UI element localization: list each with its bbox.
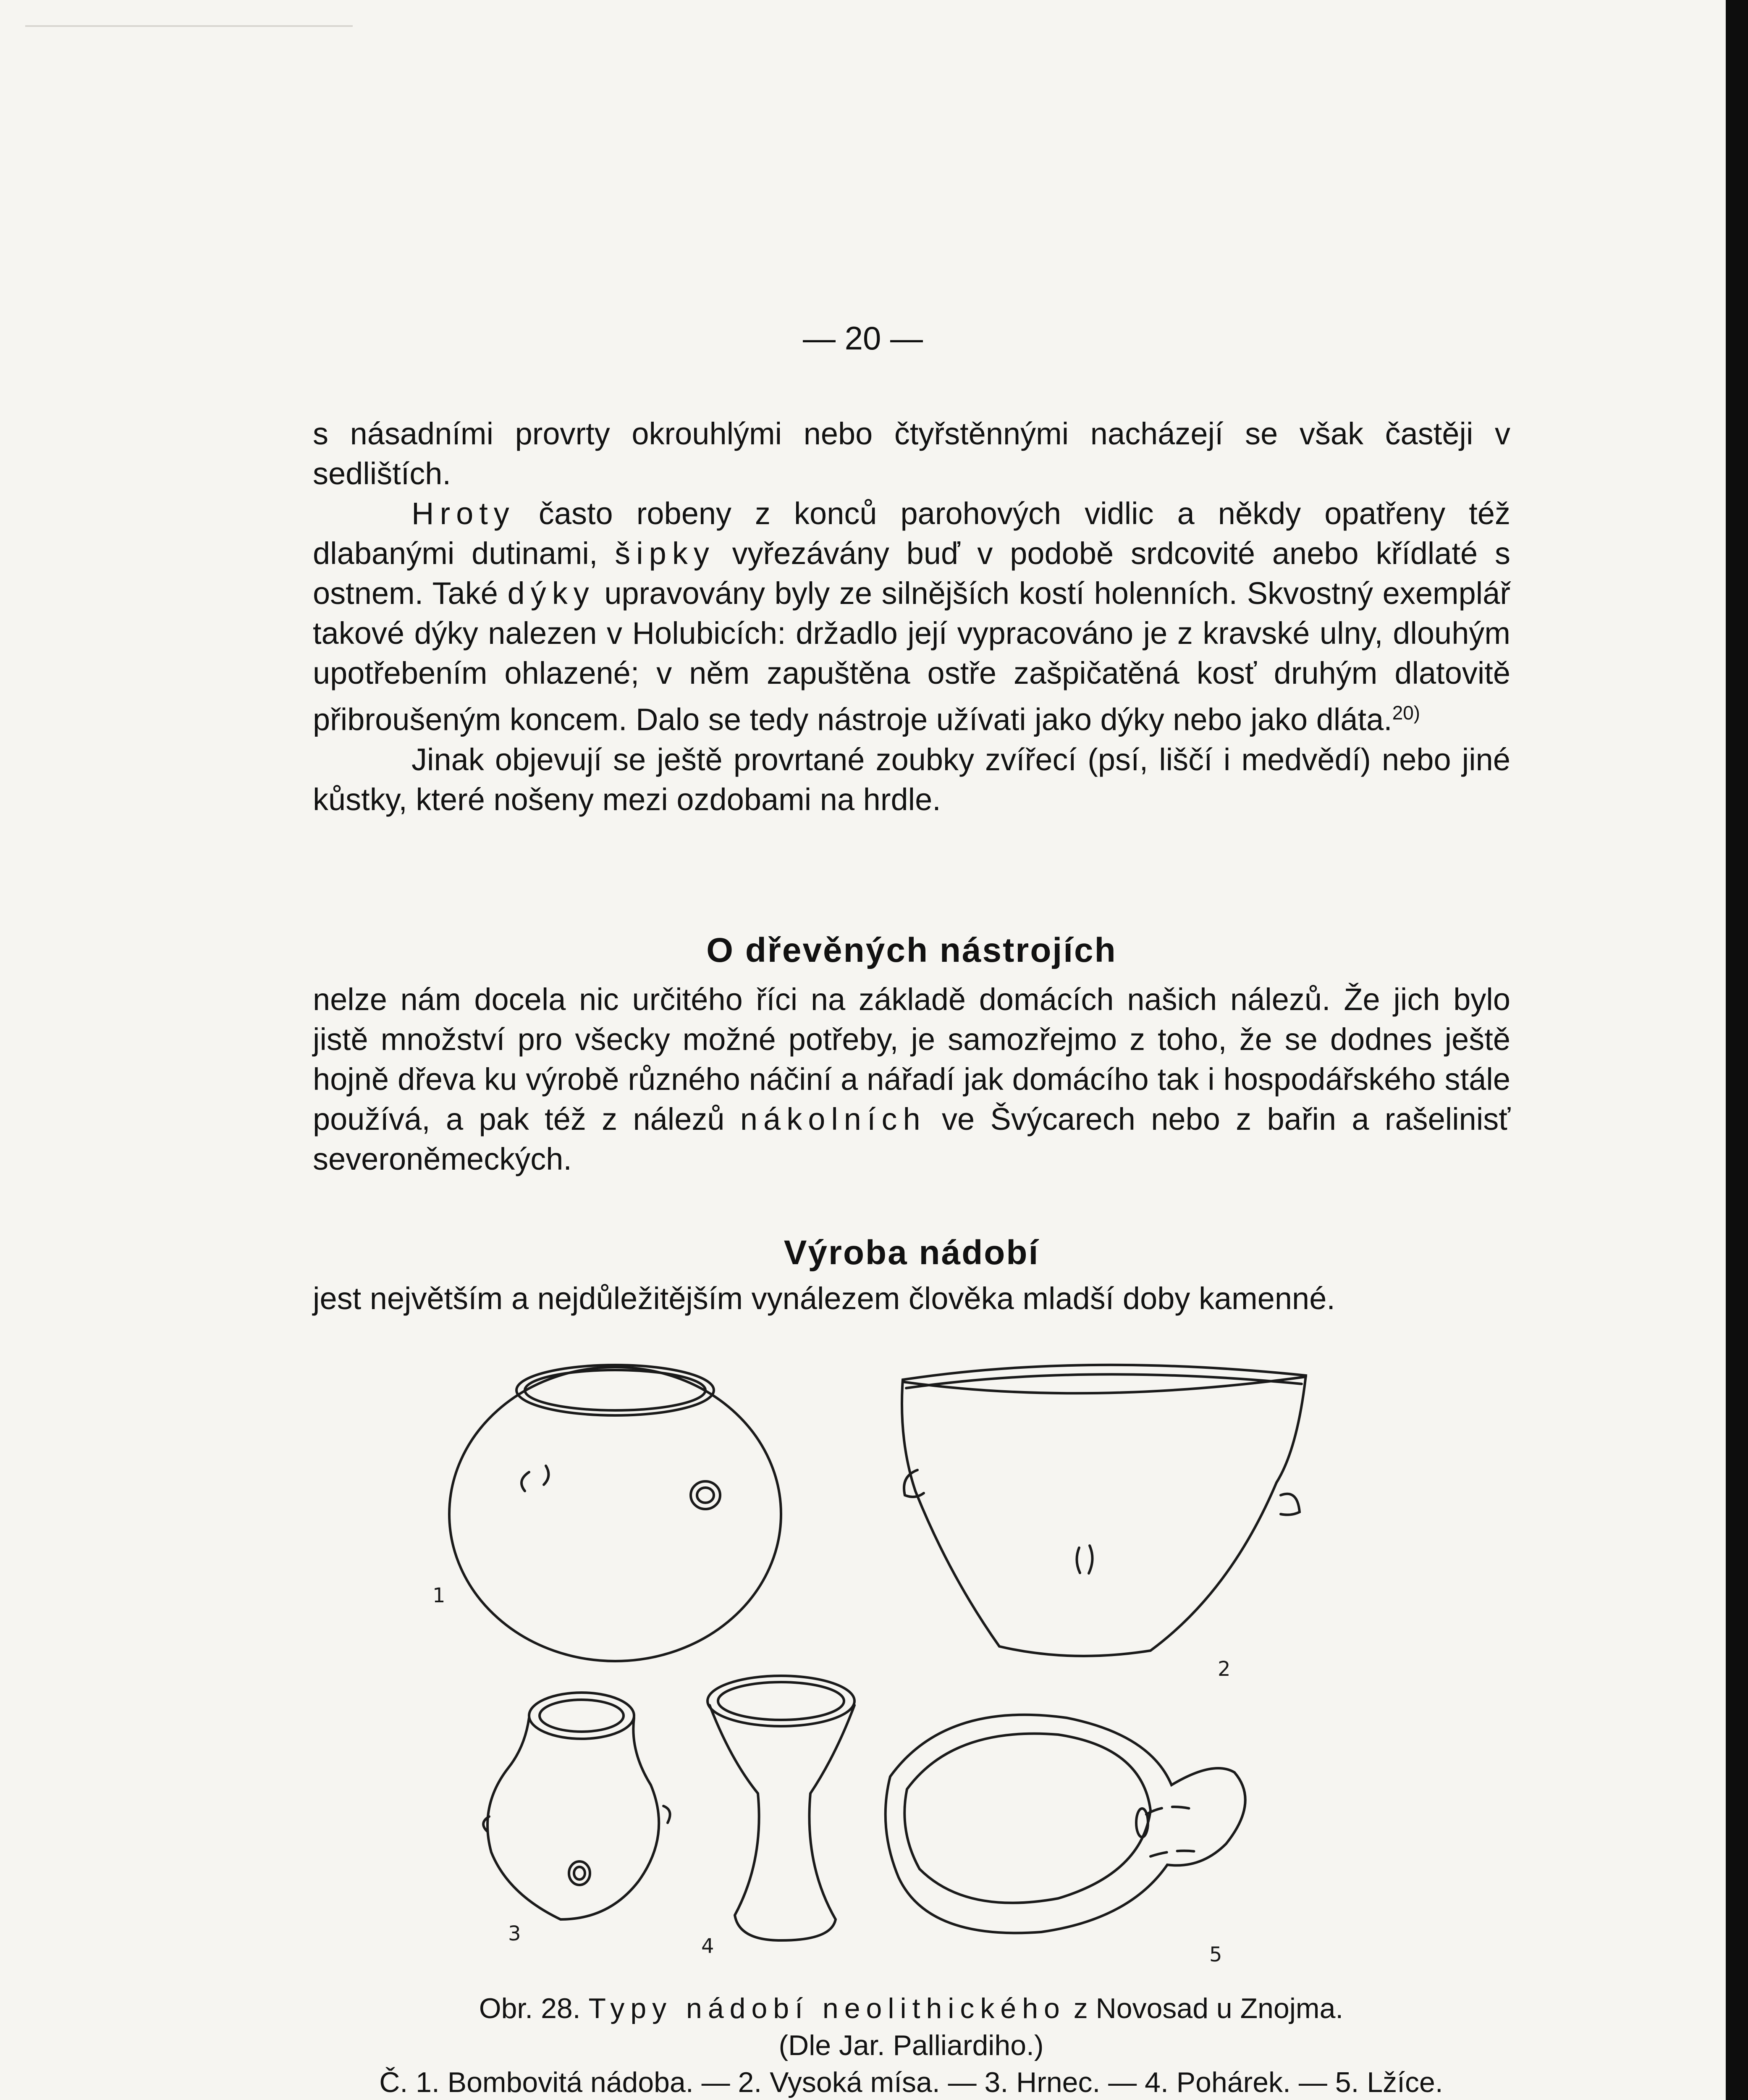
- spaced-word-sipky: šipky: [615, 536, 715, 571]
- vessel-5-lzice: [886, 1715, 1245, 1933]
- text-run: nelze nám docela nic určitého říci na základě domácích našich nálezů. Že jich bylo jistě množství pro všecky možné potřeby, je samozřejmo z toho, že se dodnes ještě hojně dřeva ku výrobě různého náčiní a nářadí jak domácího tak i hospodářského stále používá, a pak též z nálezů: [313, 982, 1510, 1137]
- text-run: Obr. 28.: [479, 1992, 581, 2024]
- section-heading-drevene: O dřevěných nástrojích: [706, 931, 1117, 969]
- vessel-1-bombovita: [449, 1365, 781, 1661]
- text-run: vyřezávány buď v podobě srdcovité anebo křídlaté s ostnem. Také: [313, 536, 1510, 611]
- pottery-illustration: [432, 1357, 1365, 1999]
- paragraph-vyroba: jest největším a nejdůležitějším vynálezem člověka mladší doby kamenné.: [313, 1281, 1335, 1316]
- caption-items: Č. 1. Bombovitá nádoba. — 2. Vysoká mísa. — 3. Hrnec. — 4. Pohárek. — 5. Lžíce.: [379, 2066, 1443, 2098]
- paragraph-zoubky: Jinak objevují se ještě provrtané zoubky zvířecí (psí, liščí i medvědí) nebo jiné kůstky, které nošeny mezi ozdobami na hrdle.: [313, 742, 1510, 817]
- caption-source: (Dle Jar. Palliardiho.): [778, 2029, 1044, 2061]
- section-vyroba-nadobi: [313, 1233, 1510, 1318]
- text-run: z Novosad u Znojma.: [1073, 1992, 1344, 2024]
- paragraph-drevene: [313, 979, 1510, 1179]
- footnote-ref: 20): [1392, 702, 1420, 724]
- spaced-word-hroty: Hroty: [411, 496, 515, 531]
- text-run: upravovány byly ze silnějších kostí holenních. Skvostný exemplář takové dýky nalezen v Holubicích: držadlo její vypracováno je z kravské ulny, dlouhým upotřebením ohlazené; v něm zapuštěna ostře zašpičatěná kosť druhým dlatovitě přibroušeným koncem. Dalo se tedy nástroje užívati jako dýky nebo jako dláta.: [313, 576, 1511, 737]
- paragraph-hroty: [313, 494, 1510, 740]
- text-run: často robeny z konců parohových vidlic a někdy opatřeny též dlabanými dutinami,: [313, 496, 1510, 571]
- figure-label: 2: [1218, 1657, 1231, 1681]
- caption-title: [252, 1990, 1570, 2027]
- figure-label: 1: [432, 1584, 446, 1607]
- section-heading-vyroba: Výroba nádobí: [784, 1234, 1040, 1272]
- figure-label: 3: [508, 1922, 521, 1945]
- vessel-2-vysoka-misa: [902, 1365, 1306, 1656]
- page-number: — 20 —: [802, 320, 923, 357]
- figure-caption: [252, 1990, 1570, 2100]
- text-run: ve Švýcarech nebo z bařin a rašelinisť severoněmeckých.: [313, 1102, 1511, 1176]
- spaced-word-nakolnich: nákolních: [740, 1102, 926, 1137]
- spaced-word-dyky: dýky: [507, 576, 595, 611]
- top-text-block: [313, 414, 1510, 819]
- section-drevene-nastroje: [313, 930, 1510, 1179]
- vessel-3-hrnec: [483, 1693, 670, 1919]
- vessel-4-poharek: [708, 1676, 854, 1940]
- figure-label: 4: [701, 1935, 714, 1958]
- figure-label: 5: [1209, 1943, 1222, 1966]
- paragraph-provrty: s násadními provrty okrouhlými nebo čtyřstěnnými nacházejí se však častěji v sedlištích.: [313, 416, 1510, 491]
- book-spine-edge: [1726, 0, 1748, 2100]
- scan-artifact: [25, 25, 353, 27]
- caption-spaced-text: Typy nádobí neolithického: [588, 1992, 1066, 2024]
